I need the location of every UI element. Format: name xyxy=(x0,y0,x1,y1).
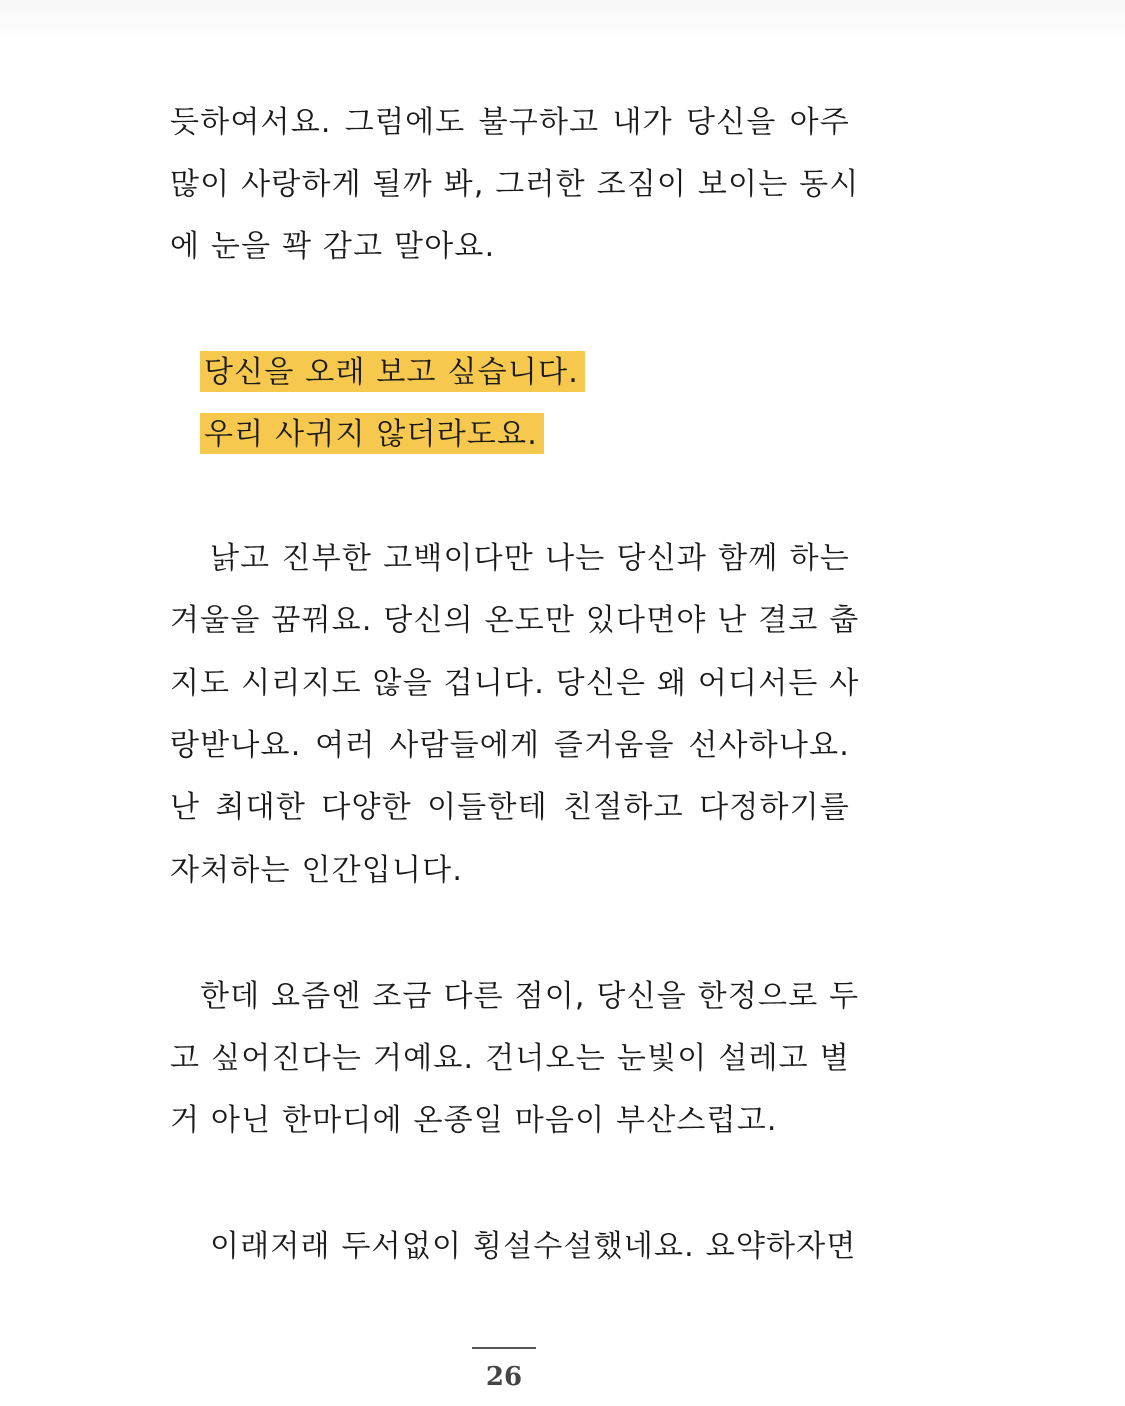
highlight-line-1[interactable] xyxy=(200,353,880,393)
paragraph-2-line-5: 난 최대한 다양한 이들한테 친절하고 다정하기를 xyxy=(170,790,850,825)
highlight-text-2[interactable]: 우리 사귀지 않더라도요. xyxy=(200,413,544,454)
top-shadow xyxy=(0,0,1125,40)
paragraph-2-line-4: 랑받나요. 여러 사람들에게 즐거움을 선사하나요. xyxy=(170,728,850,763)
page-number: 26 xyxy=(485,1362,523,1392)
highlight-line-2[interactable] xyxy=(200,415,880,455)
paragraph-2-line-3: 지도 시리지도 않을 겁니다. 당신은 왜 어디서든 사 xyxy=(170,666,860,701)
highlight-text-1[interactable]: 당신을 오래 보고 싶습니다. xyxy=(200,351,585,392)
paragraph-3-line-2: 고 싶어진다는 거예요. 건너오는 눈빛이 설레고 별 xyxy=(170,1041,850,1076)
paragraph-2-line-1: 낡고 진부한 고백이다만 나는 당신과 함께 하는 xyxy=(210,541,850,576)
paragraph-3-line-3: 거 아닌 한마디에 온종일 마음이 부산스럽고. xyxy=(170,1103,778,1138)
paragraph-2-line-2: 겨울을 꿈꿔요. 당신의 온도만 있다면야 난 결코 춥 xyxy=(170,603,860,638)
paragraph-1-line-2: 많이 사랑하게 될까 봐, 그러한 조짐이 보이는 동시 xyxy=(170,167,860,202)
paragraph-3-line-1: 한데 요즘엔 조금 다른 점이, 당신을 한정으로 두 xyxy=(200,979,860,1014)
paragraph-4-line-1: 이래저래 두서없이 횡설수설했네요. 요약하자면 xyxy=(210,1229,857,1264)
paragraph-2-line-6: 자처하는 인간입니다. xyxy=(170,853,464,888)
paragraph-1-line-3: 에 눈을 꽉 감고 말아요. xyxy=(170,229,496,264)
paragraph-1-line-1: 듯하여서요. 그럼에도 불구하고 내가 당신을 아주 xyxy=(170,105,850,140)
page-number-rule xyxy=(472,1347,536,1349)
